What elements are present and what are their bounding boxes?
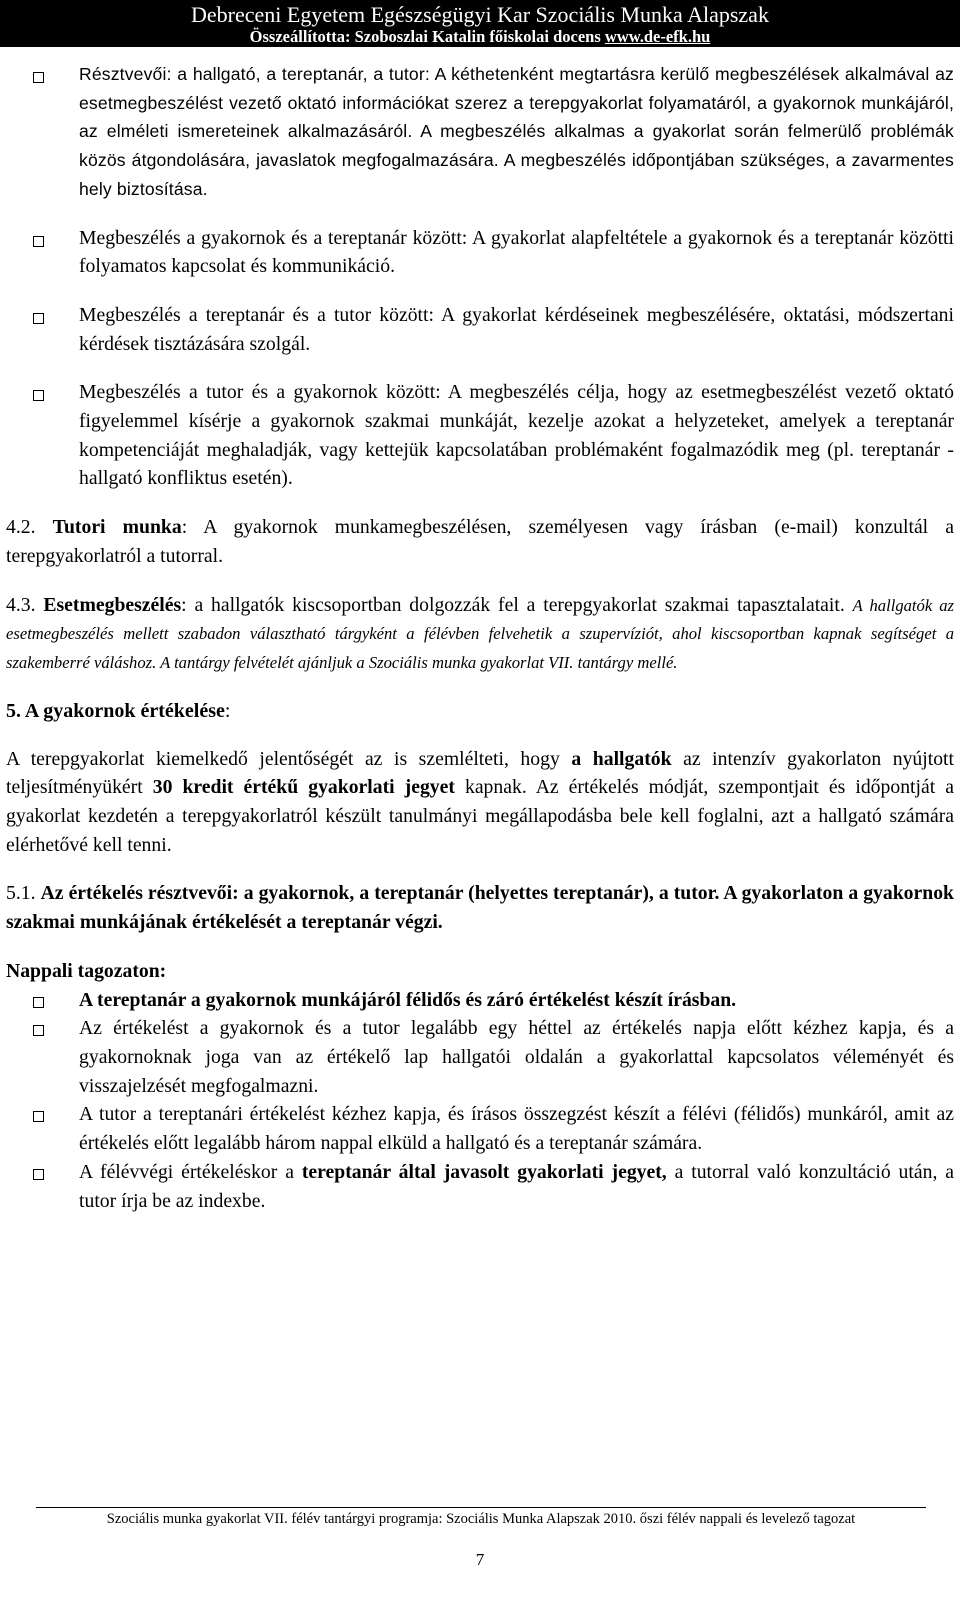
page-number: 7 xyxy=(475,1550,485,1569)
section-4-2 xyxy=(6,513,954,570)
bullet-text: Megbeszélés a gyakornok és a tereptanár között: A gyakorlat alapfeltétele a gyakornok és a tereptanár közötti folyamatos kapcsolat és kommunikáció. xyxy=(79,226,954,278)
section-number: 4.3. xyxy=(6,593,44,616)
section-4-3 xyxy=(6,591,954,677)
page-footer: Szociális munka gyakorlat VII. félév tantárgyi programja: Szociális Munka Alapszak 2010. őszi félév nappali és levelező tagozat xyxy=(36,1507,926,1528)
checkbox-bullet-icon xyxy=(33,1025,44,1036)
bullet-item-gyakornok-tereptanar xyxy=(6,224,954,281)
bullet-item-tutor-gyakornok xyxy=(6,378,954,493)
section-colon: : xyxy=(224,699,231,722)
document-body xyxy=(6,60,954,1215)
bullet-text xyxy=(79,1158,954,1215)
section-title: Tutori munka xyxy=(52,516,182,539)
bullet-text: Az értékelést a gyakornok és a tutor legalább egy héttel az értékelés napja előtt kézhez kapja, és a gyakornoknak joga van az értékelő lap hallgatói oldalán a gyakorlattal kapcsolatos véleményét és visszajelzését megfogalmazni. xyxy=(79,1017,954,1097)
nappali-bullet-4 xyxy=(6,1158,954,1215)
section-5-1 xyxy=(6,879,954,936)
paragraph-bold-text: 30 kredit értékű gyakorlati jegyet xyxy=(152,776,455,799)
header-institution: Debreceni Egyetem Egészségügyi Kar Szociális Munka Alapszak xyxy=(191,2,769,27)
checkbox-bullet-icon xyxy=(33,1169,44,1180)
section-5-heading xyxy=(6,697,954,725)
bullet-text-part: A félévvégi értékeléskor a xyxy=(79,1160,302,1183)
bullet-text: Megbeszélés a tereptanár és a tutor között: A gyakorlat kérdéseinek megbeszélésére, oktatási, módszertani kérdések tisztázására szolgál. xyxy=(79,303,954,355)
page-header xyxy=(0,0,960,47)
section-number: 5.1. xyxy=(6,882,41,905)
section-bold-text: Az értékelés résztvevői: a gyakornok, a tereptanár (helyettes tereptanár), a tutor. A gyakorlaton a gyakornok szakmai munkájának értékelését a tereptanár végzi. xyxy=(6,882,955,934)
paragraph-text: kapnak. Az értékelés módját, szempontjait és időpontját a gyakorlat kezdetén a terepgyakorlatról készült tanulmányi megállapodásba bele kell foglalni, azt a hallgató számára elérhetővé kell tenni. xyxy=(6,776,954,856)
section-text: : a hallgatók kiscsoportban dolgozzák fel a terepgyakorlat szakmai tapasztalatait. xyxy=(181,593,853,616)
checkbox-bullet-icon xyxy=(33,1111,44,1122)
nappali-bullet-3 xyxy=(6,1100,954,1157)
bullet-text: Résztvevői: a hallgató, a tereptanár, a tutor: A kéthetenként megtartásra kerülő megbeszélések alkalmával az esetmegbeszélést vezető oktató információkat szerez a terepgyakorlat folyamatáról, a gyakornok munkájáról, az elméleti ismereteinek alkalmazásáról. A megbeszélés alkalmas a gyakorlat során felmerülő problémák közös átgondolására, javaslatok megfogalmazására. A megbeszélés időpontjában szükséges, a zavarmentes hely biztosítása. xyxy=(79,64,954,199)
bullet-text: A tutor a tereptanári értékelést kézhez kapja, és írásos összegzést készít a félévi (félidős) munkáról, amit az értékelés előtt legalább három nappal elküld a hallgató és a tereptanár számára. xyxy=(79,1103,954,1155)
bullet-text: Megbeszélés a tutor és a gyakornok között: A megbeszélés célja, hogy az esetmegbeszélést vezető oktató figyelemmel kísérje a gyakornok szakmai munkáját, kezelje azokat a helyzeteket, amelyek a tereptanár kompetenciáját meghaladják, vagy kettejük kapcsolatában problémaként fogalmazódik meg (pl. tereptanár - hallgató konfliktus esetén). xyxy=(79,381,954,490)
checkbox-bullet-icon xyxy=(33,997,44,1008)
paragraph-text: az intenzív gyakorlaton nyújtott teljesítményükért xyxy=(6,747,954,799)
paragraph-bold-text: a hallgatók xyxy=(571,747,672,770)
bullet-text-part: a tutorral való konzultáció után, a tutor írja be az indexbe. xyxy=(79,1160,954,1212)
checkbox-bullet-icon xyxy=(33,236,44,247)
nappali-heading: Nappali tagozaton: xyxy=(6,959,167,982)
checkbox-bullet-icon xyxy=(33,313,44,324)
section-title: Esetmegbeszélés xyxy=(43,593,182,616)
header-url-link[interactable]: www.de-efk.hu xyxy=(604,27,711,46)
header-author-line xyxy=(0,28,960,46)
bullet-text: A tereptanár a gyakornok munkájáról félidős és záró értékelést készít írásban. xyxy=(79,988,737,1011)
section-number: 4.2. xyxy=(6,516,53,539)
section-italic-note: A hallgatók az esetmegbeszélés mellett szabadon választható tárgyként a félévben felvehetik a szupervíziót, ahol kiscsoportban kapnak segítséget a szakemberré váláshoz. A tantárgy felvételét ajánljuk a Szociális munka gyakorlat VII. tantárgy mellé. xyxy=(6,595,955,672)
checkbox-bullet-icon xyxy=(33,72,44,83)
section-text: : A gyakornok munkamegbeszélésen, személyesen vagy írásban (e-mail) konzultál a terepgyakorlatról a tutorral. xyxy=(6,516,954,567)
nappali-bullet-1 xyxy=(6,986,954,1015)
header-author: Összeállította: Szoboszlai Katalin főiskolai docens xyxy=(249,27,601,46)
nappali-bullet-2 xyxy=(6,1014,954,1100)
section-title: 5. A gyakornok értékelése xyxy=(6,699,225,722)
section-5-paragraph xyxy=(6,745,954,860)
checkbox-bullet-icon xyxy=(33,390,44,401)
bullet-bold-text: tereptanár által javasolt gyakorlati jegyet, xyxy=(301,1160,667,1183)
bullet-item-resztvevok xyxy=(6,60,954,204)
bullet-item-tereptanar-tutor xyxy=(6,301,954,358)
paragraph-text: A terepgyakorlat kiemelkedő jelentőségét az is szemlélteti, hogy xyxy=(6,747,572,770)
